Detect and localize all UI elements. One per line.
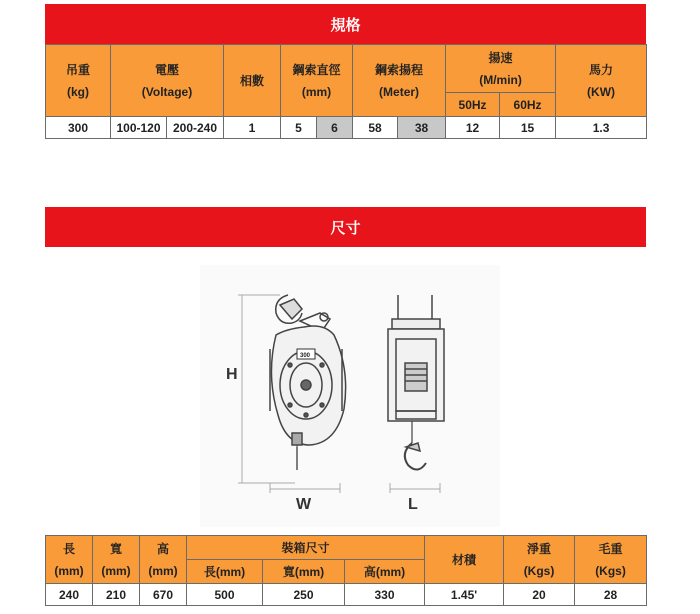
hoist-dimension-diagram (200, 265, 500, 527)
length-label: L (408, 496, 418, 513)
dimensions-title: 尺寸 (330, 219, 361, 237)
cell-volume: 1.45' (425, 584, 504, 606)
height-label: H (226, 366, 238, 383)
cell-voltage-low: 100-120 (111, 117, 167, 139)
cell-rope-dia-b: 6 (317, 117, 353, 139)
cell-pack-width: 250 (263, 584, 345, 606)
dimensions-title-banner (45, 207, 646, 247)
header-speed-60hz: 60Hz (500, 93, 556, 117)
header-phase: 相數 (224, 45, 281, 117)
spec-title: 規格 (330, 16, 361, 34)
cell-height: 670 (140, 584, 187, 606)
cell-length: 240 (46, 584, 93, 606)
size-row (46, 584, 647, 606)
cell-phase: 1 (224, 117, 281, 139)
header-packing-size: 裝箱尺寸 (187, 536, 425, 560)
spec-title-banner (45, 4, 646, 44)
cell-width: 210 (93, 584, 140, 606)
cell-speed-50hz: 12 (446, 117, 500, 139)
cell-voltage-high: 200-240 (167, 117, 224, 139)
header-voltage: 電壓 (Voltage) (111, 45, 224, 117)
width-label: W (296, 496, 312, 513)
header-load: 吊重 (kg) (46, 45, 111, 117)
diagram-background (200, 265, 500, 527)
header-lift-height: 鋼索揚程 (Meter) (353, 45, 446, 117)
spec-table (45, 44, 647, 139)
header-volume: 材積 (425, 536, 504, 584)
cell-gross-weight: 28 (575, 584, 647, 606)
capacity-plate-label: 300 (300, 353, 311, 359)
cell-speed-60hz: 15 (500, 117, 556, 139)
cell-lift-b: 38 (398, 117, 446, 139)
cell-lift-a: 58 (353, 117, 398, 139)
cell-pack-length: 500 (187, 584, 263, 606)
header-speed-50hz: 50Hz (446, 93, 500, 117)
cell-rope-dia-a: 5 (281, 117, 317, 139)
header-power: 馬力 (KW) (556, 45, 647, 117)
header-pack-width: 寬(mm) (263, 560, 345, 584)
header-rope-diameter: 鋼索直徑 (mm) (281, 45, 353, 117)
header-length: 長 (mm) (46, 536, 93, 584)
header-width: 寬 (mm) (93, 536, 140, 584)
header-net-weight: 淨重 (Kgs) (504, 536, 575, 584)
cell-power: 1.3 (556, 117, 647, 139)
size-table (45, 535, 647, 606)
header-pack-height: 高(mm) (345, 560, 425, 584)
cell-load: 300 (46, 117, 111, 139)
spec-row (46, 117, 647, 139)
header-lift-speed: 揚速 (M/min) (446, 45, 556, 93)
header-pack-length: 長(mm) (187, 560, 263, 584)
cell-net-weight: 20 (504, 584, 575, 606)
cell-pack-height: 330 (345, 584, 425, 606)
header-gross-weight: 毛重 (Kgs) (575, 536, 647, 584)
header-height: 高 (mm) (140, 536, 187, 584)
